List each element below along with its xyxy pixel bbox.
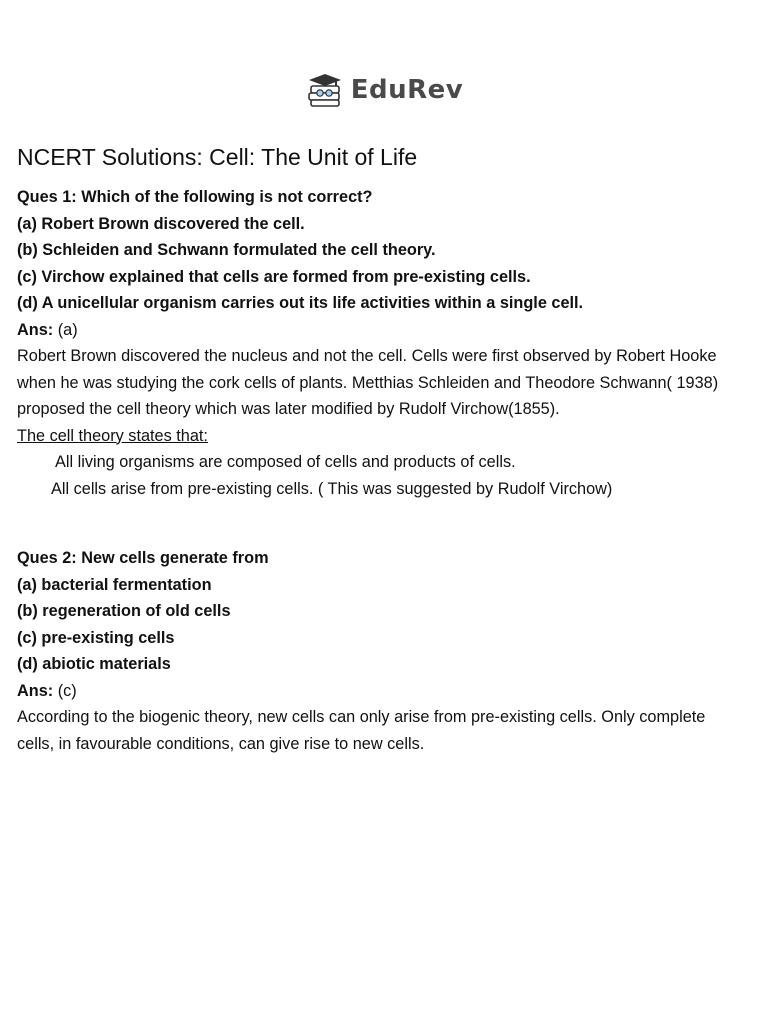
brand <box>305 72 463 108</box>
theory-point: All cells arise from pre-existing cells. ( This was suggested by Rudolf Virchow) <box>51 479 613 498</box>
brand-name: EduRev <box>350 75 464 105</box>
option-a: (a) Robert Brown discovered the cell. <box>17 214 305 233</box>
option-d: (d) A unicellular organism carries out its life activities within a single cell. <box>17 294 584 312</box>
question-text: Ques 2: New cells generate from <box>17 549 269 567</box>
question-2 <box>17 545 753 757</box>
explanation-line: when he was studying the cork cells of plants. Metthias Schleiden and Theodore Schwann( 1938) <box>17 373 719 392</box>
explanation-line: proposed the cell theory which was later modified by Rudolf Virchow(1855). <box>17 400 560 418</box>
option-a: (a) bacterial fermentation <box>17 575 212 594</box>
option-c: (c) Virchow explained that cells are formed from pre-existing cells. <box>17 267 531 286</box>
option-b: (b) Schleiden and Schwann formulated the cell theory. <box>17 241 436 259</box>
header-logo <box>0 72 768 108</box>
explanation <box>17 343 753 423</box>
option-b: (b) regeneration of old cells <box>17 602 231 620</box>
explanation-line: According to the biogenic theory, new cells can only arise from pre-existing cells. Only complete <box>17 708 706 726</box>
question-1 <box>17 184 753 502</box>
graduation-cap-books-icon <box>305 72 345 108</box>
document-body <box>17 142 753 757</box>
answer <box>17 317 753 344</box>
answer-label: Ans: <box>17 681 54 700</box>
option-c: (c) pre-existing cells <box>17 628 175 647</box>
theory-point: All living organisms are composed of cells and products of cells. <box>55 453 516 471</box>
option-d: (d) abiotic materials <box>17 655 171 673</box>
answer-value: (c) <box>53 681 77 700</box>
answer-label: Ans: <box>17 320 54 339</box>
page-title: NCERT Solutions: Cell: The Unit of Life <box>17 144 418 170</box>
question-text: Ques 1: Which of the following is not correct? <box>17 188 373 206</box>
theory-heading: The cell theory states that: <box>17 426 208 445</box>
explanation-line: cells, in favourable conditions, can give rise to new cells. <box>17 734 425 753</box>
explanation <box>17 704 753 757</box>
answer <box>17 678 753 705</box>
answer-value: (a) <box>53 320 78 339</box>
explanation-line: Robert Brown discovered the nucleus and not the cell. Cells were first observed by Robert Hooke <box>17 347 717 365</box>
